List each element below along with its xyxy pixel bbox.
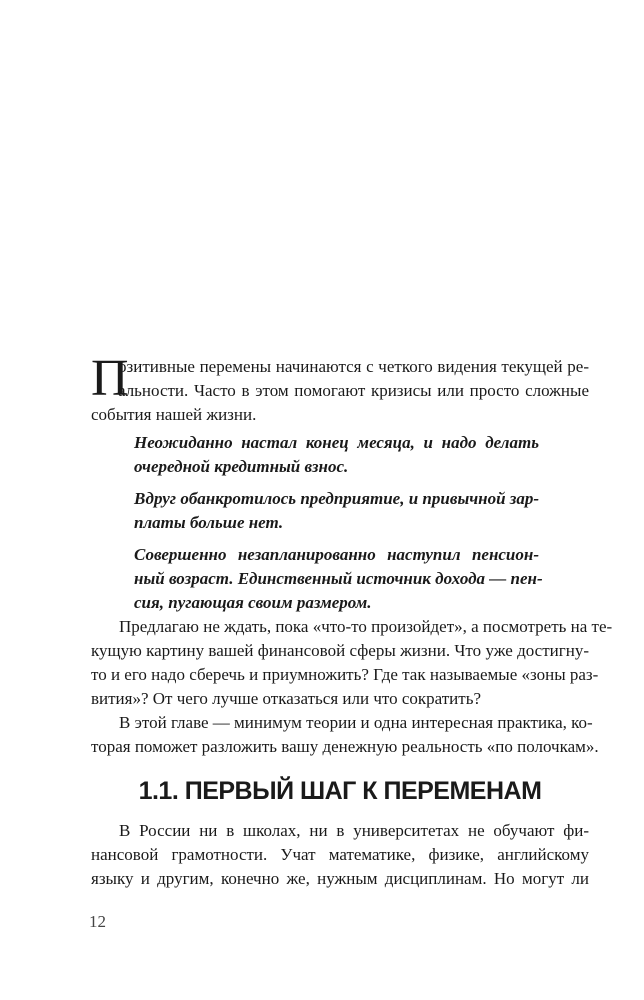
body-paragraph-4 <box>91 819 589 891</box>
quote-3-line-3: сия, пугающая своим размером. <box>134 593 372 612</box>
quote-1 <box>134 431 539 479</box>
section-heading: 1.1. ПЕРВЫЙ ШАГ К ПЕРЕМЕНАМ <box>138 777 542 805</box>
quote-3-line-2: ный возраст. Единственный источник дохода — пен- <box>134 569 543 588</box>
quote-3-line-1: Совершенно незапланированно наступил пенсион- <box>134 545 539 564</box>
p4-line-2: нансовой грамотности. Учат математике, физике, английскому <box>91 845 589 864</box>
intro-line-2: альности. Часто в этом помогают кризисы или просто сложные <box>118 381 589 400</box>
p3-line-2: торая поможет разложить вашу денежную реальность «по полочкам». <box>91 737 599 756</box>
quote-2-line-1: Вдруг обанкротилось предприятие, и привычной зар- <box>134 489 540 508</box>
p4-line-3: языку и другим, конечно же, нужным дисциплинам. Но могут ли <box>91 869 589 888</box>
p2-line-2: кущую картину вашей финансовой сферы жизни. Что уже достигну- <box>91 641 589 660</box>
p4-line-1: В России ни в школах, ни в университетах не обучают фи- <box>119 821 589 840</box>
quote-1-line-2: очередной кредитный взнос. <box>134 457 349 476</box>
p3-line-1: В этой главе — минимум теории и одна интересная практика, ко- <box>119 713 593 732</box>
p2-line-4: вития»? От чего лучше отказаться или что сократить? <box>91 689 482 708</box>
quote-1-line-1: Неожиданно настал конец месяца, и надо делать <box>134 433 539 452</box>
body-paragraph-2 <box>91 615 613 711</box>
quote-2-line-2: платы больше нет. <box>134 513 284 532</box>
p2-line-3: то и его надо сберечь и приумножить? Где так называемые «зоны раз- <box>91 665 599 684</box>
body-paragraph-3 <box>91 711 599 759</box>
intro-line-3: события нашей жизни. <box>91 405 257 424</box>
intro-line-1: озитивные перемены начинаются с четкого видения текущей ре- <box>118 357 589 376</box>
intro-paragraph <box>91 350 589 427</box>
quote-3 <box>134 543 543 615</box>
quote-2 <box>134 487 539 535</box>
drop-cap: П <box>91 350 129 407</box>
p2-line-1: Предлагаю не ждать, пока «что-то произойдет», а посмотреть на те- <box>119 617 613 636</box>
page-number: 12 <box>89 912 106 931</box>
